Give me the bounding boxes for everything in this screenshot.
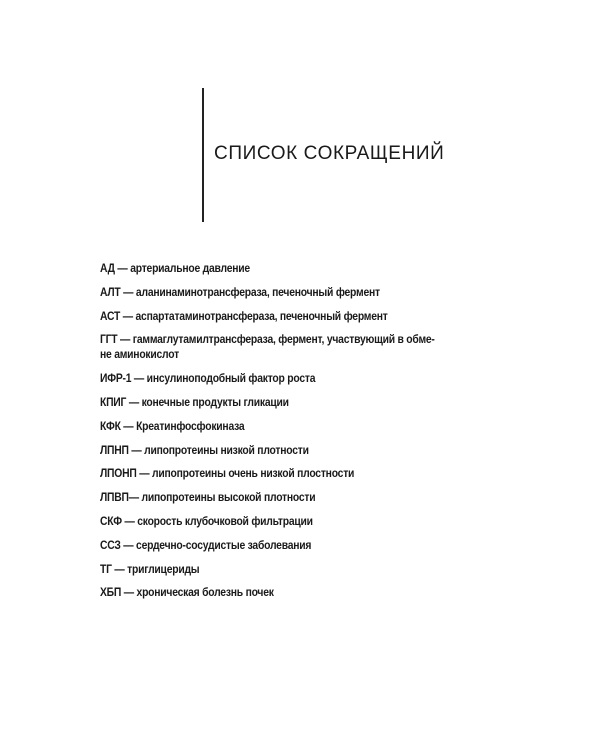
abbreviation-entry: ГГТ — гаммаглутамилтрансфераза, фермент, участвующий в обме- не аминокислот	[100, 334, 435, 362]
abbreviation-entry: ХБП — хроническая болезнь почек	[100, 587, 274, 600]
abbreviation-entry: КФК — Креатинфосфокиназа	[100, 420, 245, 433]
abbreviation-entry: ЛПОНП — липопротеины очень низкой плостности	[100, 468, 355, 481]
abbreviation-list	[100, 262, 500, 610]
abbreviation-entry: ИФР-1 — инсулиноподобный фактор роста	[100, 373, 316, 386]
abbreviation-entry: ТГ — триглицериды	[100, 563, 200, 576]
vertical-rule	[202, 88, 204, 222]
abbreviation-entry: КПИГ — конечные продукты гликации	[100, 396, 289, 409]
page-title: СПИСОК СОКРАЩЕНИЙ	[214, 143, 445, 164]
abbreviation-entry: АСТ — аспартатаминотрансфераза, печеночный фермент	[100, 310, 388, 323]
abbreviation-entry: АД — артериальное давление	[100, 263, 250, 275]
abbreviation-entry: ССЗ — сердечно-сосудистые заболевания	[100, 539, 312, 552]
abbreviation-entry: АЛТ — аланинаминотрансфераза, печеночный фермент	[100, 286, 380, 299]
abbreviation-entry: СКФ — скорость клубочковой фильтрации	[100, 515, 313, 528]
abbreviation-entry: ЛПВП— липопротеины высокой плотности	[100, 492, 316, 505]
abbreviation-entry: ЛПНП — липопротеины низкой плотности	[100, 444, 309, 457]
